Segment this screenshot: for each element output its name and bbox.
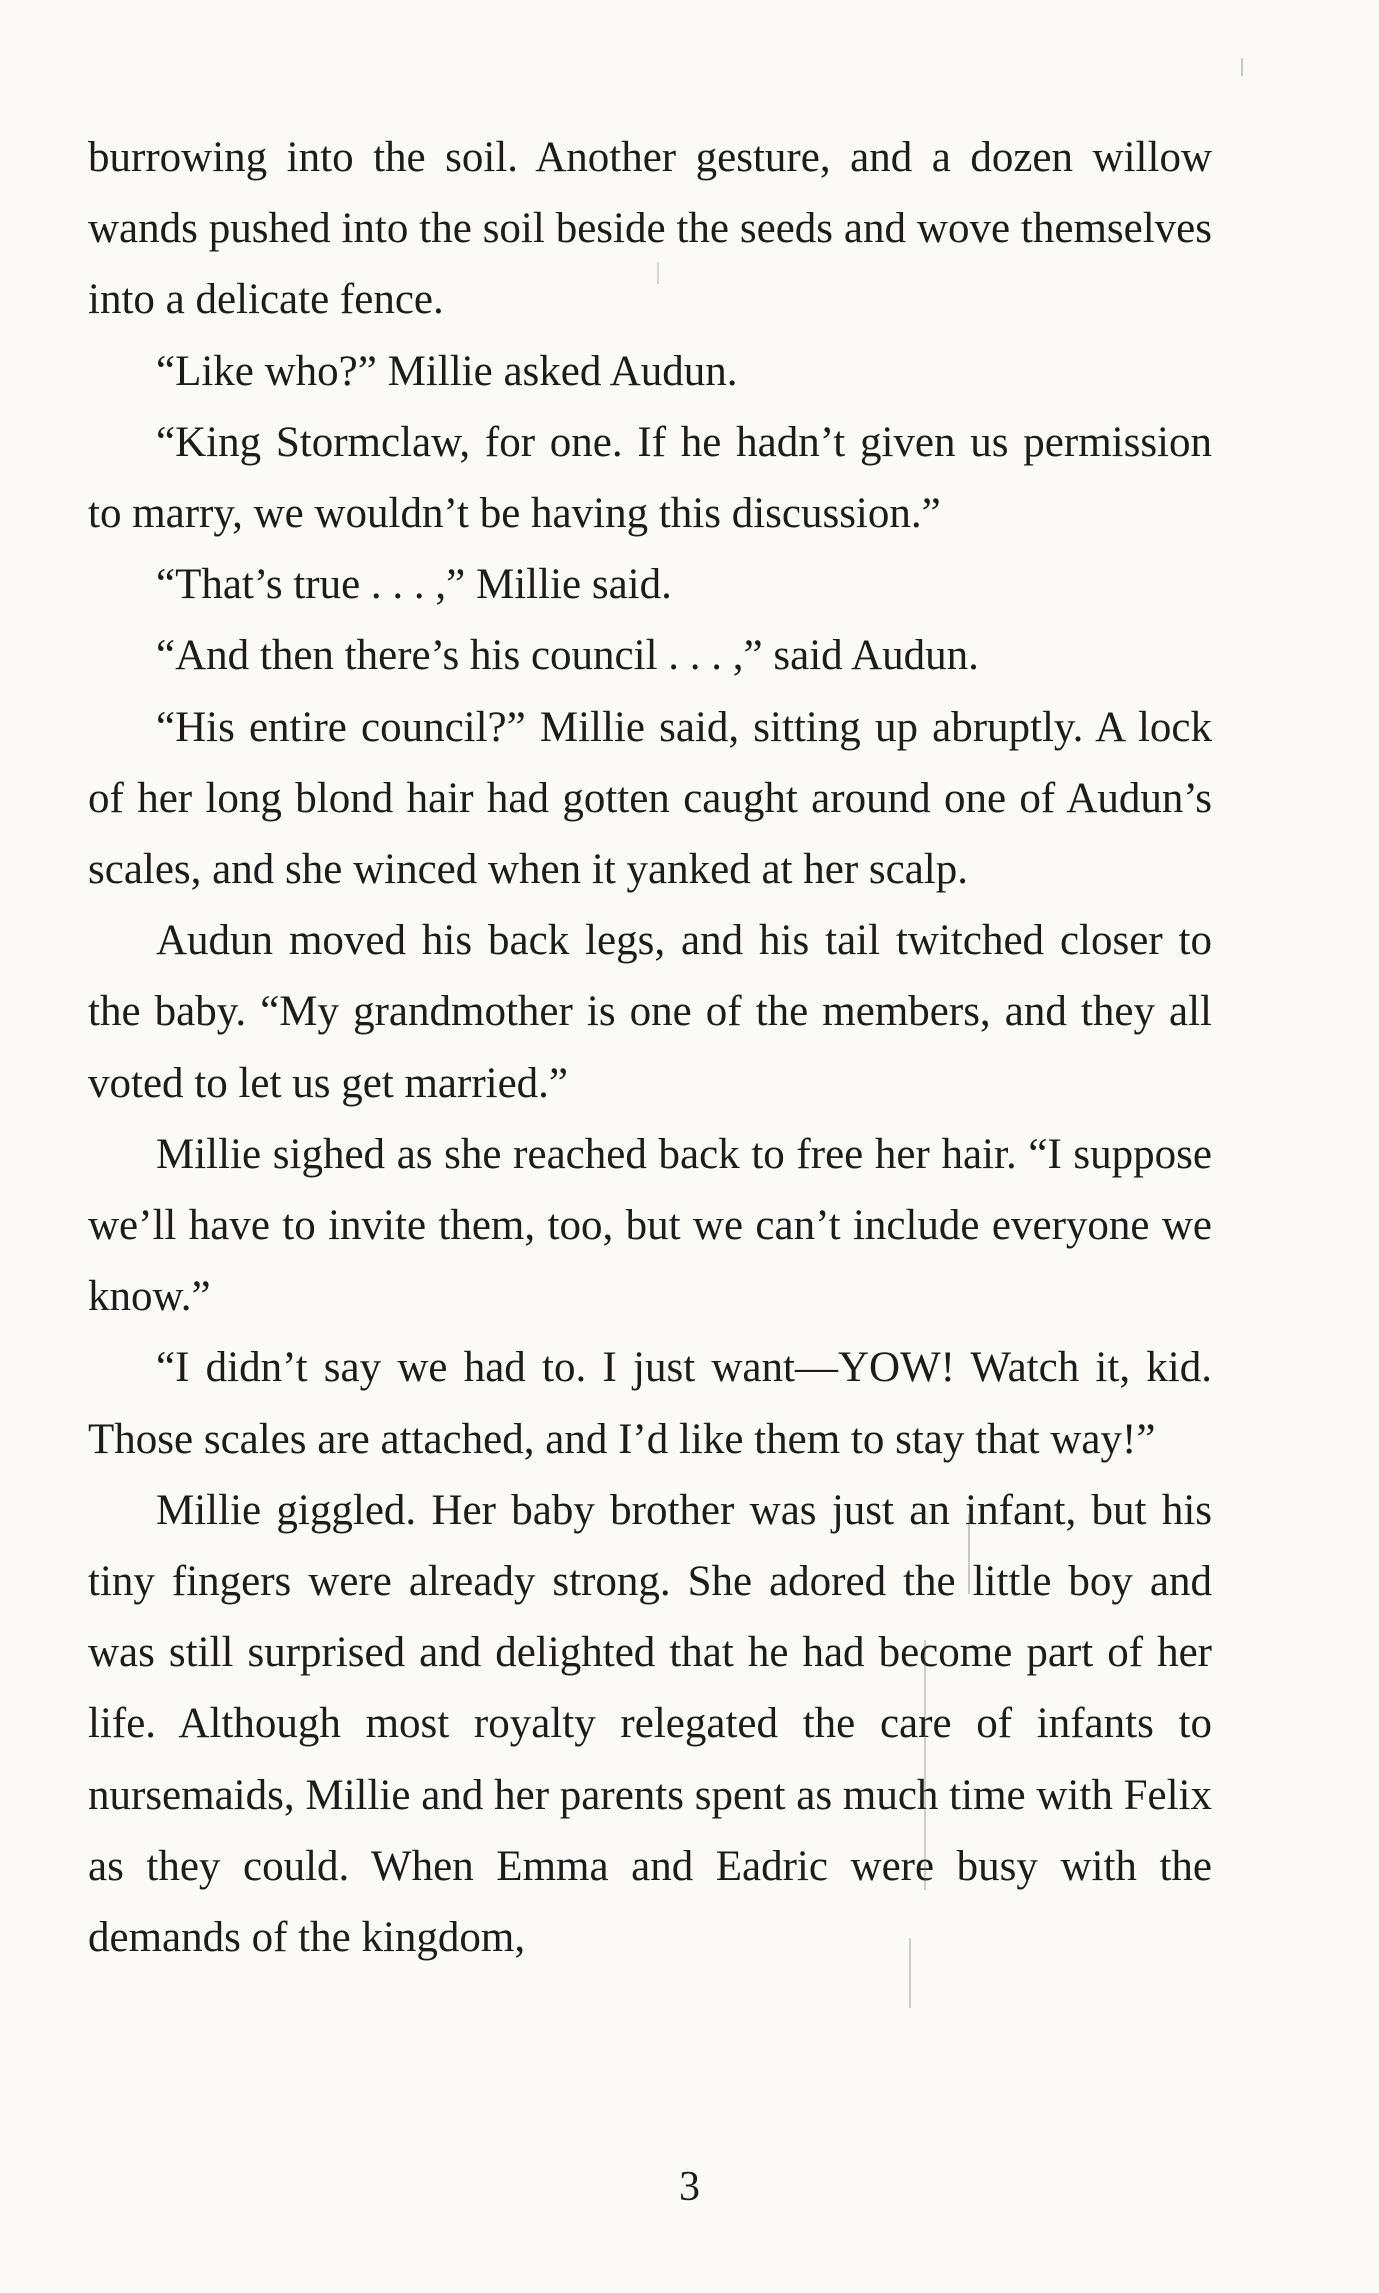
paragraph-3: “King Stormclaw, for one. If he hadn’t given us permission to marry, we wouldn’t be having this discussion.” bbox=[88, 418, 1212, 538]
page-number: 3 bbox=[679, 2164, 700, 2210]
scan-artifact-line bbox=[657, 262, 659, 284]
paragraph-9: “I didn’t say we had to. I just want—YOW! Watch it, kid. Those scales are attached, and I’d like them to stay that way!” bbox=[88, 1344, 1212, 1463]
body-text bbox=[88, 122, 1212, 1973]
scan-artifact-line bbox=[909, 1938, 911, 2008]
scan-artifact-line bbox=[924, 1640, 926, 1890]
paragraph-8: Millie sighed as she reached back to free her hair. “I suppose we’ll have to invite them, too, but we can’t include everyone we know.” bbox=[88, 1130, 1212, 1321]
scan-artifact-line bbox=[968, 1514, 970, 1594]
paragraph-5: “And then there’s his council . . . ,” said Audun. bbox=[156, 632, 979, 680]
paragraph-7: Audun moved his back legs, and his tail twitched closer to the baby. “My grandmother is one of the members, and they all voted to let us get married.” bbox=[88, 917, 1212, 1107]
paragraph-2: “Like who?” Millie asked Audun. bbox=[156, 347, 738, 395]
paragraph-4: “That’s true . . . ,” Millie said. bbox=[156, 561, 672, 609]
scan-artifact-line bbox=[1241, 58, 1243, 76]
paragraph-6: “His entire council?” Millie said, sitting up abruptly. A lock of her long blond hair had gotten caught around one of Audun’s scales, and she winced when it yanked at her scalp. bbox=[88, 703, 1212, 894]
paragraph-1: burrowing into the soil. Another gesture, and a dozen willow wands pushed into the soil beside the seeds and wove themselves into a delicate fence. bbox=[88, 134, 1212, 324]
paragraph-10: Millie giggled. Her baby brother was just an infant, but his tiny fingers were already strong. She adored the little boy and was still surprised and delighted that he had become part of her life. Although most royalty relegated the care of infants to nursemaids, Millie and her parents spent as much time with Felix as they could. When Emma and Eadric were busy with the demands of the kingdom, bbox=[88, 1486, 1212, 1962]
